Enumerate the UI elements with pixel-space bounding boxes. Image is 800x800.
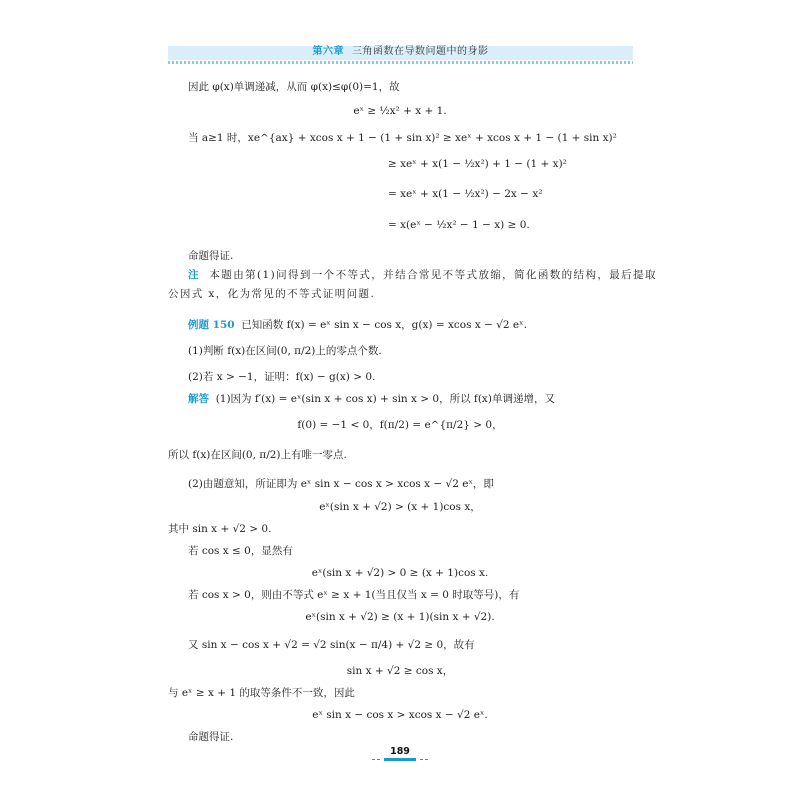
formula-line: sin x + √2 ≥ cos x， — [346, 665, 454, 677]
formula-line: eˣ(sin x + √2) > (x + 1)cos x， — [319, 501, 481, 513]
page-number: 189 — [390, 746, 410, 757]
text-line: 当 a≥1 时，xe^{ax} + xcos x + 1 − (1 + sin x)² ≥ xeˣ + xcos x + 1 − (1 + sin x)² — [188, 132, 617, 144]
running-header — [168, 45, 633, 59]
text-line: 若 cos x > 0，则由不等式 eˣ ≥ x + 1(当且仅当 x = 0 时取等号)，有 — [188, 589, 520, 601]
formula-line: eˣ(sin x + √2) ≥ (x + 1)(sin x + √2). — [305, 611, 495, 623]
note-text: 本题由第(1)问得到一个不等式，并结合常见不等式放缩，简化函数的结构，最后提取 — [209, 269, 657, 281]
example-text: 已知函数 f(x) = eˣ sin x − cos x，g(x) = xcos x − √2 eˣ. — [241, 319, 527, 331]
solution-label: 解答 — [188, 393, 209, 405]
text-line: 其中 sin x + √2 > 0. — [168, 523, 272, 535]
question-line: (1)判断 f(x)在区间(0, π/2)上的零点个数. — [188, 345, 382, 357]
formula-line: = x(eˣ − ½x² − 1 − x) ≥ 0. — [388, 219, 530, 231]
text-line: 与 eˣ ≥ x + 1 的取等条件不一致，因此 — [168, 687, 355, 699]
solution-text: (1)因为 f′(x) = eˣ(sin x + cos x) + sin x > 0，所以 f(x)单调递增，又 — [215, 393, 555, 405]
note-line — [188, 268, 657, 282]
text-line: (2)由题意知，所证即为 eˣ sin x − cos x > xcos x − √2 eˣ，即 — [188, 478, 494, 490]
chapter-title: 三角函数在导数问题中的身影 — [352, 46, 489, 57]
example-line — [188, 318, 527, 332]
formula-line: = xeˣ + x(1 − ½x²) − 2x − x² — [388, 188, 543, 200]
text-line: 所以 f(x)在区间(0, π/2)上有唯一零点. — [168, 449, 347, 461]
example-label: 例题 150 — [188, 319, 235, 331]
text-line: 命题得证. — [188, 731, 234, 743]
note-label: 注 — [188, 269, 200, 281]
note-line: 公因式 x，化为常见的不等式证明问题. — [168, 288, 376, 300]
formula-line: ≥ xeˣ + x(1 − ½x²) + 1 − (1 + x)² — [388, 158, 567, 170]
formula-line: eˣ ≥ ½x² + x + 1. — [353, 105, 447, 117]
text-line: 命题得证. — [188, 250, 234, 262]
page-number-bar — [384, 758, 416, 761]
text-line: 又 sin x − cos x + √2 = √2 sin(x − π/4) + √2 ≥ 0，故有 — [188, 639, 475, 651]
formula-line: f(0) = −1 < 0，f(π/2) = e^{π/2} > 0， — [297, 419, 503, 431]
chapter-label: 第六章 — [312, 46, 344, 57]
text-line: 因此 φ(x)单调递减，从而 φ(x)≤φ(0)=1，故 — [188, 81, 400, 93]
formula-line: eˣ(sin x + √2) > 0 ≥ (x + 1)cos x. — [311, 567, 489, 579]
formula-line: eˣ sin x − cos x > xcos x − √2 eˣ. — [312, 709, 488, 721]
page-number-dash-right — [420, 759, 428, 761]
page-number-dash-left — [372, 759, 380, 761]
question-line: (2)若 x > −1，证明：f(x) − g(x) > 0. — [188, 371, 376, 383]
solution-line — [188, 392, 555, 406]
text-line: 若 cos x ≤ 0，显然有 — [188, 545, 293, 557]
